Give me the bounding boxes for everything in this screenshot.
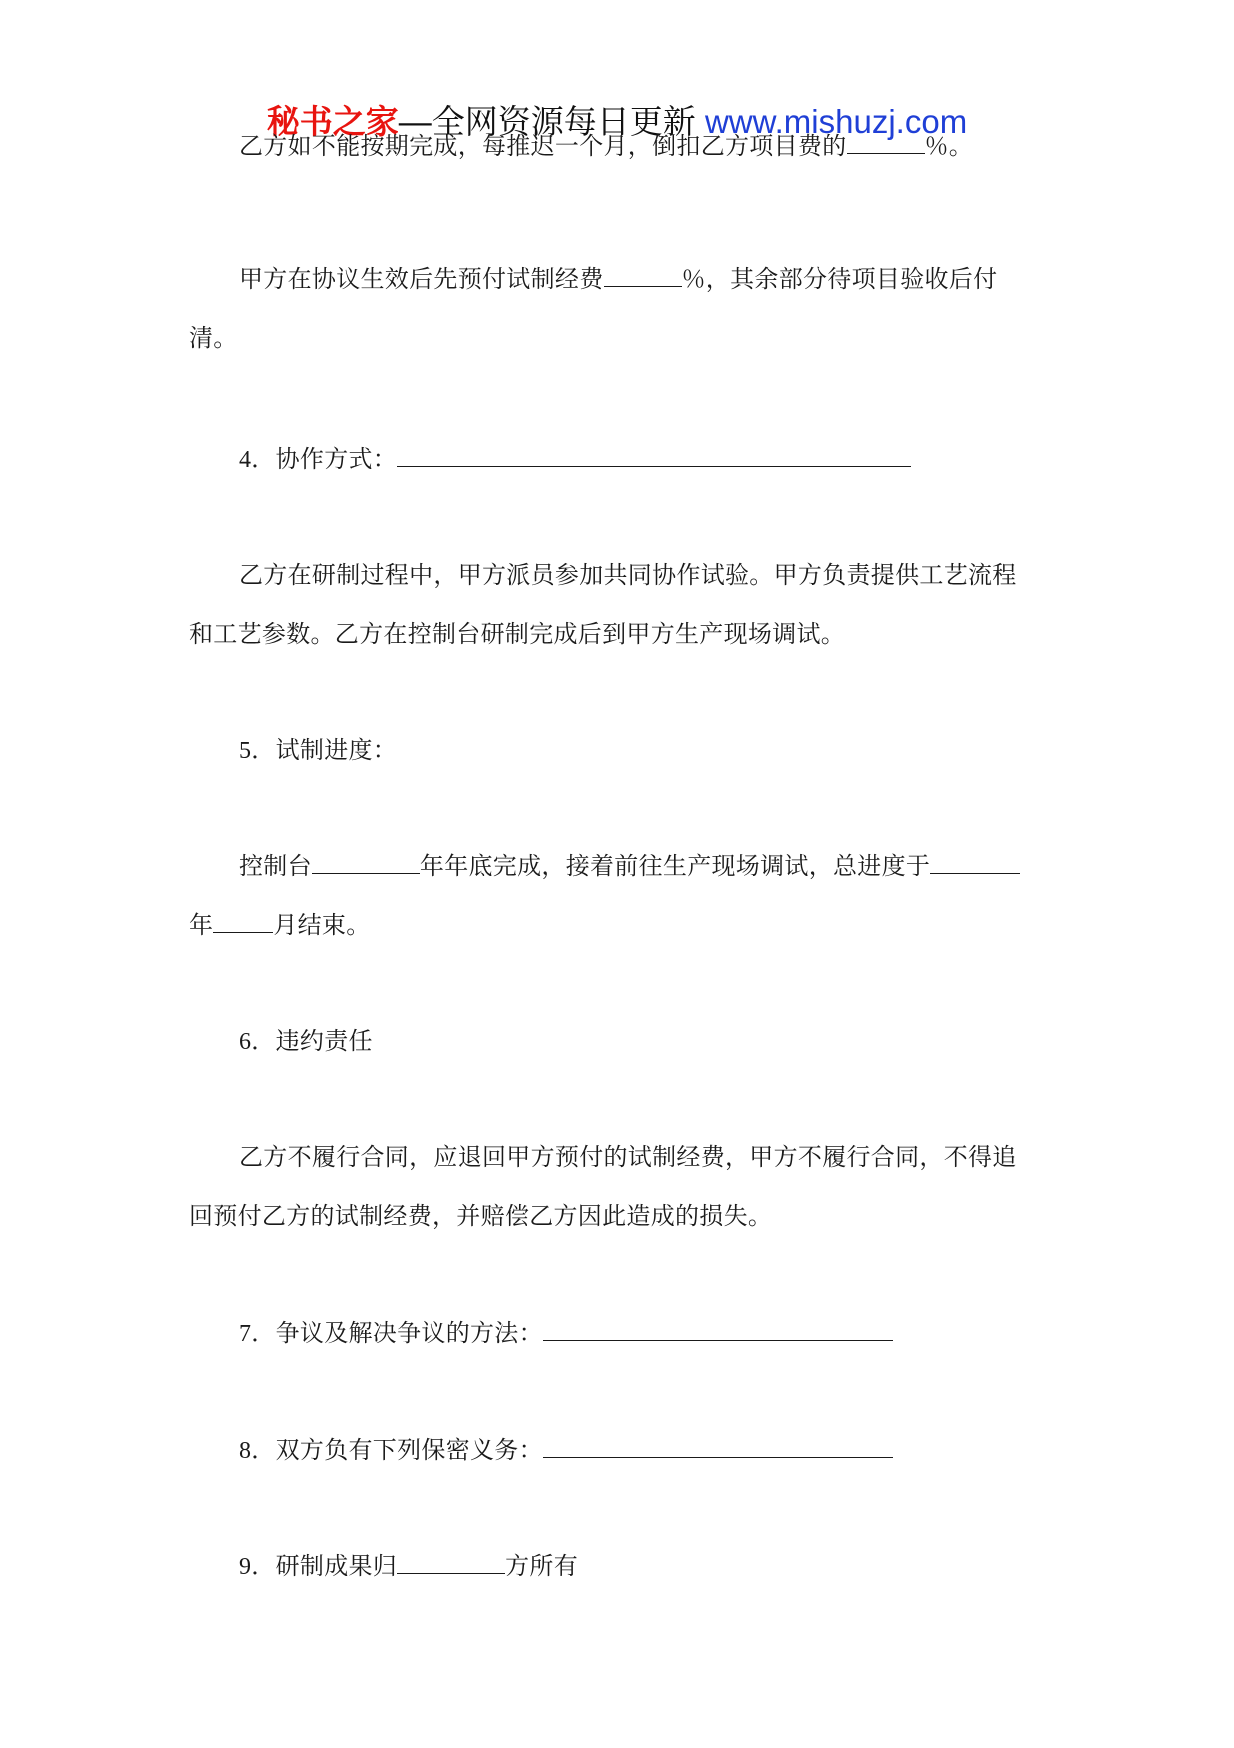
clause-4-number: 4． [239,447,276,473]
delay-penalty-suffix: ％。 [924,134,974,160]
clause-7-number: 7． [239,1321,276,1347]
blank-console-year[interactable] [312,851,420,874]
clause-9-title: 研制成果归 [275,1554,398,1580]
cooperation-line2: 和工艺参数。乙方在控制台研制完成后到甲方生产现场调试。 [189,622,846,648]
clause-7 [189,1305,1045,1364]
clause-7-title: 争议及解决争议的方法： [275,1321,543,1347]
clause-8-title: 双方负有下列保密义务： [275,1438,543,1464]
clause-6-title: 违约责任 [275,1029,373,1055]
delay-penalty-text: 乙方如不能按期完成，每推迟一个月，倒扣乙方项目费的 [239,134,847,160]
banner-tagline: —全网资源每日更新 [398,103,696,140]
paragraph-delay-penalty [189,118,1045,177]
clause-6-number: 6． [239,1029,276,1055]
clause-5-number: 5． [239,738,276,764]
paragraph-schedule [189,838,1045,956]
blank-cooperation-method[interactable] [397,444,911,467]
schedule-text-3: 年 [189,913,214,939]
clause-6 [189,1013,1045,1072]
clause-5-title: 试制进度： [275,738,398,764]
blank-prepay-percent[interactable] [604,264,682,287]
prepayment-line2: 清。 [189,326,238,352]
paragraph-cooperation [189,547,1045,665]
clause-9-number: 9． [239,1554,276,1580]
blank-confidentiality[interactable] [543,1435,893,1458]
clause-5 [189,722,1045,781]
banner-brand: 秘书之家 [266,103,399,140]
banner-url[interactable]: www.mishuzj.com [704,103,968,140]
blank-total-month[interactable] [213,910,273,933]
clause-8-number: 8． [239,1438,276,1464]
clause-4-title: 协作方式： [275,447,398,473]
cooperation-line1: 乙方在研制过程中，甲方派员参加共同协作试验。甲方负责提供工艺流程 [239,563,1017,589]
clause-9 [189,1538,1045,1597]
schedule-text-4: 月结束。 [273,913,371,939]
clause-8 [189,1422,1045,1481]
liability-line2: 回预付乙方的试制经费，并赔偿乙方因此造成的损失。 [189,1204,773,1230]
prepayment-text: 甲方在协议生效后先预付试制经费 [239,267,604,293]
schedule-text-2: 年年底完成，接着前往生产现场调试，总进度于 [419,854,931,880]
blank-result-owner[interactable] [397,1551,505,1574]
blank-dispute-method[interactable] [543,1318,893,1341]
prepayment-text-after: ％，其余部分待项目验收后付 [681,267,998,293]
blank-total-year[interactable] [930,851,1020,874]
paragraph-liability [189,1129,1045,1247]
clause-4 [189,431,1045,490]
paragraph-prepayment [189,251,1045,369]
blank-penalty-percent[interactable] [847,131,925,154]
schedule-text-1: 控制台 [239,854,312,880]
liability-line1: 乙方不履行合同，应退回甲方预付的试制经费，甲方不履行合同，不得追 [239,1145,1017,1171]
clause-9-suffix: 方所有 [505,1554,579,1580]
